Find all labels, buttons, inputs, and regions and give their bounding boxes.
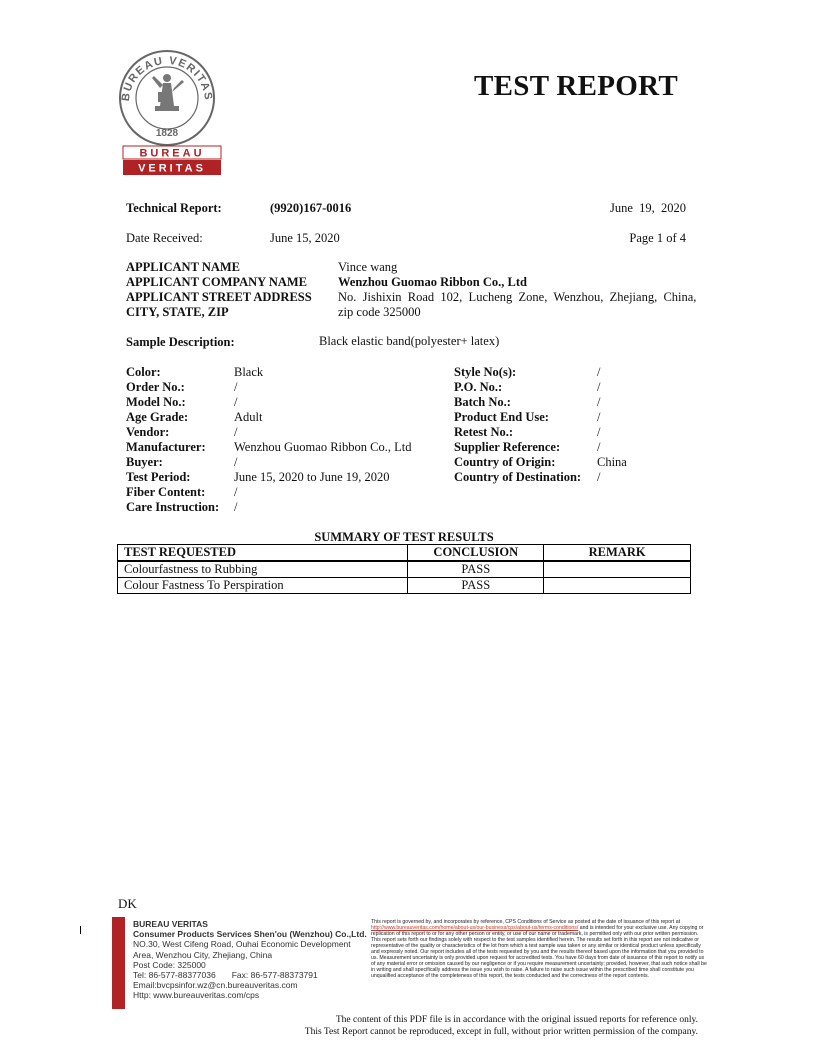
terms-link[interactable]: http://www.bureauveritas.com/home/about-us/our-business/cps/about-us/terms-conditions/	[371, 925, 579, 932]
detail-label: Country of Destination:	[454, 470, 582, 484]
disclaimer-line-1: The content of this PDF file is in accordance with the original issued reports for reference only.	[335, 1015, 698, 1025]
details-left	[126, 365, 412, 515]
detail-value: /	[234, 455, 238, 469]
detail-label: Color:	[126, 365, 161, 379]
detail-value: /	[234, 485, 238, 499]
detail-row	[126, 395, 238, 410]
disclaimer	[280, 1014, 698, 1038]
detail-row	[454, 395, 601, 410]
detail-row	[454, 380, 601, 395]
test-requested-cell: Colour Fastness To Perspiration	[118, 578, 408, 594]
table-header: CONCLUSION	[408, 545, 544, 562]
applicant-street-label: APPLICANT STREET ADDRESS	[126, 290, 312, 304]
detail-label: Buyer:	[126, 455, 163, 469]
footer-company-full: Consumer Products Services Shen'ou (Wenzhou) Co.,Ltd.	[133, 929, 367, 940]
footer-website: Http: www.bureauveritas.com/cps	[133, 990, 260, 1001]
technical-report-value: (9920)167-0016	[270, 201, 352, 215]
detail-label: Model No.:	[126, 395, 186, 409]
sample-description-label: Sample Description:	[126, 335, 235, 349]
detail-row	[454, 470, 601, 485]
footer-tel: Tel: 86-577-88377036	[133, 970, 216, 981]
legal-notice	[371, 919, 707, 979]
detail-row	[454, 425, 601, 440]
applicant-name-value: Vince wang	[338, 260, 398, 274]
detail-value: /	[597, 425, 601, 439]
detail-row	[454, 365, 601, 380]
disclaimer-line-2: This Test Report cannot be reproduced, except in full, without prior written permission of the company.	[304, 1027, 698, 1037]
detail-value: /	[234, 380, 238, 394]
footer-contact	[133, 919, 367, 1001]
logo-year: 1828	[155, 128, 179, 139]
detail-row	[126, 365, 264, 380]
report-date: June 19, 2020	[609, 201, 686, 215]
detail-value: /	[597, 365, 601, 379]
detail-value: /	[234, 395, 238, 409]
detail-value: /	[597, 440, 601, 454]
detail-label: Fiber Content:	[126, 485, 206, 499]
applicant-city-value: zip code 325000	[338, 305, 421, 319]
detail-value: /	[597, 380, 601, 394]
logo-word-bureau: BUREAU	[139, 147, 205, 160]
remark-cell	[544, 578, 691, 594]
footer-address-1: NO.30, West Cifeng Road, Ouhai Economic Development	[133, 939, 351, 950]
detail-label: Style No(s):	[454, 365, 517, 379]
detail-value: China	[597, 455, 627, 469]
applicant-company-label: APPLICANT COMPANY NAME	[126, 275, 308, 289]
detail-label: Product End Use:	[454, 410, 549, 424]
summary-table	[117, 544, 691, 594]
applicant-street-value: No. Jishixin Road 102, Lucheng Zone, Wenzhou, Zhejiang, China,	[338, 290, 697, 304]
footer-company: BUREAU VERITAS	[133, 919, 208, 929]
detail-label: Test Period:	[126, 470, 191, 484]
detail-label: Manufacturer:	[126, 440, 206, 454]
detail-row	[126, 410, 263, 425]
detail-row	[454, 410, 601, 425]
detail-value: /	[597, 470, 601, 484]
detail-row	[126, 455, 238, 470]
table-header: TEST REQUESTED	[118, 545, 408, 562]
footer-email: Email:bvcpsinfor.wz@cn.bureauveritas.com	[133, 980, 298, 991]
conclusion-cell: PASS	[408, 578, 544, 594]
footer-fax: Fax: 86-577-88373791	[231, 970, 318, 981]
footer-accent-bar	[112, 917, 125, 1009]
detail-label: Order No.:	[126, 380, 185, 394]
detail-row	[126, 485, 238, 500]
detail-label: Retest No.:	[454, 425, 514, 439]
logo-word-veritas: VERITAS	[138, 162, 206, 175]
date-received-label: Date Received:	[126, 231, 203, 245]
applicant-city-label: CITY, STATE, ZIP	[126, 305, 229, 319]
table-header: REMARK	[544, 545, 691, 562]
detail-row	[126, 500, 238, 515]
margin-mark	[80, 926, 81, 934]
detail-label: P.O. No.:	[454, 380, 503, 394]
detail-label: Country of Origin:	[454, 455, 556, 469]
logo-figure-icon	[152, 74, 184, 111]
legal-text-pre: This report is governed by, and incorporates by reference, CPS Conditions of Service as posted at the date of issuance of this report at	[371, 919, 681, 925]
detail-label: Supplier Reference:	[454, 440, 561, 454]
technical-report-label: Technical Report:	[126, 201, 222, 215]
detail-value: Wenzhou Guomao Ribbon Co., Ltd	[234, 440, 412, 454]
remark-cell	[544, 561, 691, 578]
sample-description-value: Black elastic band(polyester+ latex)	[319, 334, 500, 348]
detail-value: /	[234, 425, 238, 439]
footer-postcode: Post Code: 325000	[133, 959, 206, 970]
footer-phone-row	[133, 970, 367, 980]
details-right	[454, 365, 627, 485]
legal-text-post: and is intended for your exclusive use. Any copying or replication of this report to or for any other person or entity, or use of our name or trademark, is permitted only with our prior written permission. This report sets forth our findings solely with respect to the test samples identified herein. The results set forth in this report are not indicative or representative of the quality or characteristics of the lot from which a test sample was taken or any similar or identical product unless specifically and expressly noted. Our report includes all of the tests requested by you and the results thereof based upon the information that you provided to us. Measurement uncertainty is only provided upon request for accredited tests. You have 60 days from date of issuance of this report to notify us of any material error or omission caused by our negligence or if you require measurement uncertainty; provided, however, that such notice shall be in writing and shall specifically address the issue you wish to raise. A failure to raise such issue within the prescribed time shall constitute you unqualified acceptance of the completeness of this report, the tests conducted and the correctness of the report contents.	[371, 925, 707, 980]
detail-label: Care Instruction:	[126, 500, 220, 514]
summary-title: SUMMARY OF TEST RESULTS	[314, 530, 494, 544]
test-requested-cell: Colourfastness to Rubbing	[118, 561, 408, 578]
detail-value: /	[597, 410, 601, 424]
detail-row	[454, 440, 601, 455]
footer-address-2: Area, Wenzhou City, Zhejiang, China	[133, 949, 273, 960]
detail-value: Adult	[234, 410, 263, 424]
table-header-row	[118, 545, 691, 562]
applicant-name-label: APPLICANT NAME	[126, 260, 241, 274]
detail-value: /	[234, 500, 238, 514]
date-received-value: June 15, 2020	[270, 231, 340, 245]
logo-ring-text: BUREAU VERITAS	[119, 54, 215, 102]
detail-row	[126, 470, 390, 485]
detail-label: Age Grade:	[126, 410, 189, 424]
bureau-veritas-logo	[108, 48, 226, 178]
applicant-company-value: Wenzhou Guomao Ribbon Co., Ltd	[338, 275, 527, 289]
detail-row	[454, 455, 627, 470]
detail-row	[126, 425, 238, 440]
table-row	[118, 578, 691, 594]
detail-value: Black	[234, 365, 264, 379]
page-title: TEST REPORT	[474, 70, 679, 102]
conclusion-cell: PASS	[408, 561, 544, 578]
detail-value: June 15, 2020 to June 19, 2020	[234, 470, 390, 484]
detail-value: /	[597, 395, 601, 409]
page-number: Page 1 of 4	[629, 231, 686, 245]
detail-label: Batch No.:	[454, 395, 511, 409]
table-row	[118, 561, 691, 578]
detail-row	[126, 380, 238, 395]
detail-row	[126, 440, 412, 455]
detail-label: Vendor:	[126, 425, 170, 439]
initials: DK	[118, 896, 137, 911]
